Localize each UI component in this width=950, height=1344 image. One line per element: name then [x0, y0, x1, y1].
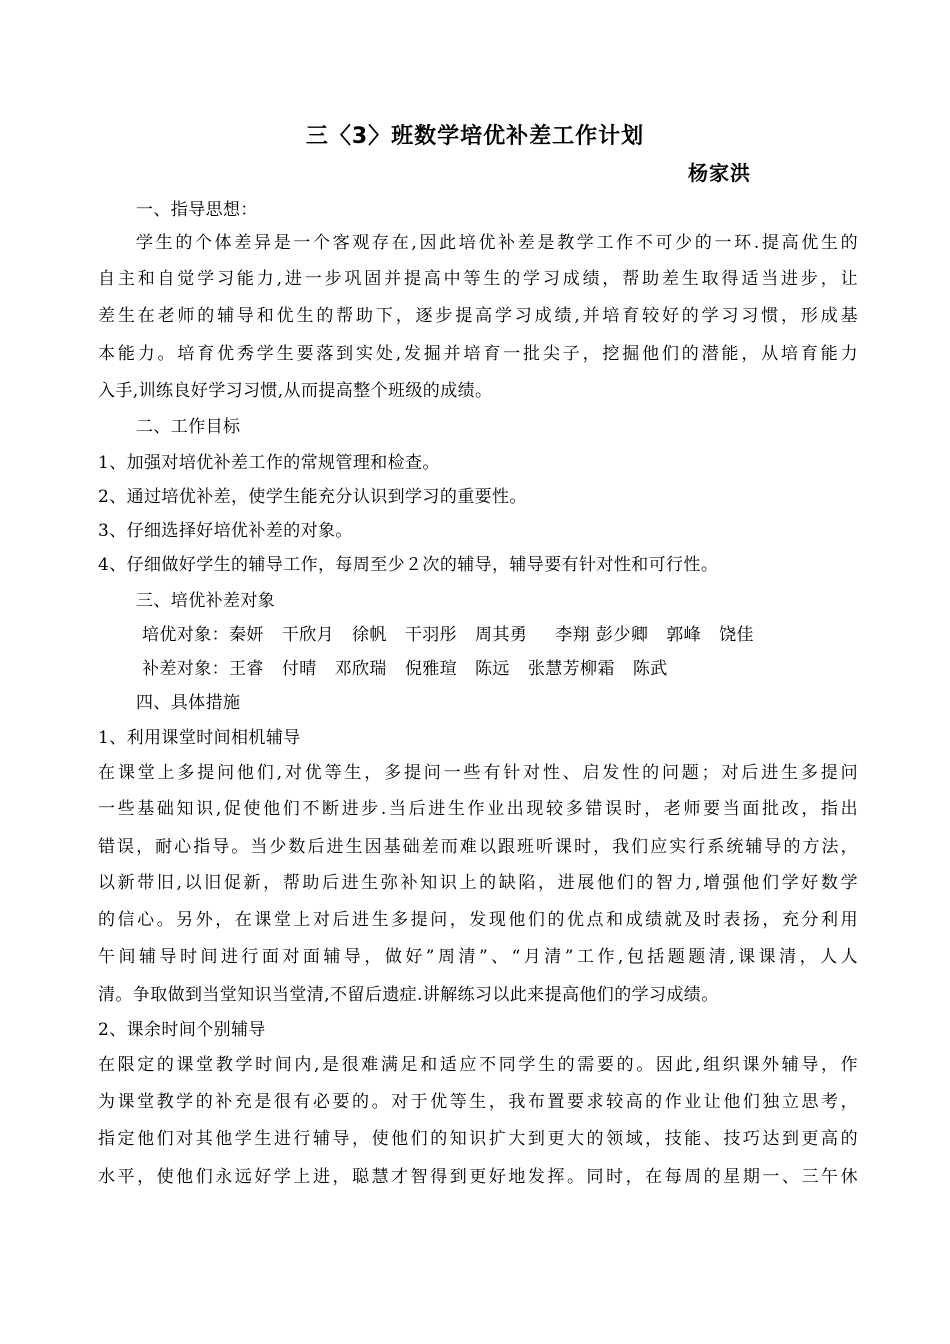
paragraph-line: 午间辅导时间进行面对面辅导，做好”周清”、“月清”工作,包括题题清,课课清，人人: [98, 947, 858, 967]
author-name: 杨家洪: [688, 161, 751, 185]
paragraph-line: 差生在老师的辅导和优生的帮助下，逐步提高学习成绩,并培育较好的学习习惯，形成基: [98, 306, 858, 326]
student-name: 郭峰: [666, 625, 702, 645]
section-heading-guiding-thought: 一、指导思想：: [136, 200, 258, 220]
subsection-heading: 1、利用课堂时间相机辅导: [98, 728, 301, 748]
student-name: 陈武: [632, 659, 668, 679]
paragraph-line: 一些基础知识,促使他们不断进步.当后进生作业出现较多错误时，老师要当面批改，指出: [98, 799, 858, 819]
excellent-label: 培优对象：: [142, 625, 229, 645]
subsection-heading: 2、课余时间个别辅导: [98, 1020, 266, 1040]
excellent-students-row: [142, 622, 858, 648]
student-name: 张慧芳柳霜: [527, 659, 615, 679]
weak-label: 补差对象：: [142, 659, 229, 679]
weak-students-row: [142, 656, 858, 682]
document-title: 三〈3〉班数学培优补差工作计划: [305, 124, 645, 149]
paragraph-line: 错误，耐心指导。当少数后进生因基础差而难以跟班听课时，我们应实行系统辅导的方法，: [98, 837, 858, 857]
student-name: 倪雅瑄: [404, 659, 458, 679]
paragraph-line: 在课堂上多提问他们,对优等生，多提问一些有针对性、启发性的问题；对后进生多提问: [98, 763, 858, 783]
student-name: 彭少卿: [596, 625, 649, 645]
student-name: 王睿: [229, 659, 264, 679]
goal-item: 2、通过培优补差，使学生能充分认识到学习的重要性。: [98, 487, 527, 507]
paragraph-line: 自主和自觉学习能力,进一步巩固并提高中等生的学习成绩，帮助差生取得适当进步，让: [98, 269, 858, 289]
student-name: 陈远: [475, 659, 510, 679]
paragraph-line: 水平，使他们永远好学上进，聪慧才智得到更好地发挥。同时，在每周的星期一、三午休: [98, 1167, 858, 1187]
paragraph-line: 入手,训练良好学习习惯,从而提高整个班级的成绩。: [98, 381, 493, 401]
paragraph-line: 本能力。培育优秀学生要落到实处,发掘并培育一批尖子，挖掘他们的潜能，从培育能力: [98, 344, 858, 364]
paragraph-line: 指定他们对其他学生进行辅导，使他们的知识扩大到更大的领域，技能、技巧达到更高的: [98, 1129, 858, 1149]
goal-item: 1、加强对培优补差工作的常规管理和检查。: [98, 453, 440, 473]
paragraph-line: 学生的个体差异是一个客观存在,因此培优补差是教学工作不可少的一环.提高优生的: [136, 233, 858, 253]
student-name: 邓欣瑞: [334, 659, 387, 679]
goal-item: 3、仔细选择好培优补差的对象。: [98, 521, 353, 541]
paragraph-line: 在限定的课堂教学时间内,是很难满足和适应不同学生的需要的。因此,组织课外辅导，作: [98, 1055, 858, 1075]
goal-item: 4、仔细做好学生的辅导工作，每周至少２次的辅导，辅导要有针对性和可行性。: [98, 555, 719, 575]
student-name: 饶佳: [719, 625, 754, 645]
paragraph-line: 清。争取做到当堂知识当堂清,不留后遗症.讲解练习以此来提高他们的学习成绩。: [98, 985, 719, 1005]
student-name: 周其勇: [475, 625, 528, 645]
paragraph-line: 为课堂教学的补充是很有必要的。对于优等生，我布置要求较高的作业让他们独立思考，: [98, 1092, 858, 1112]
student-name: 干羽彤: [404, 625, 458, 645]
student-name: 秦妍: [229, 625, 264, 645]
paragraph-line: 的信心。另外，在课堂上对后进生多提问，发现他们的优点和成绩就及时表扬，充分利用: [98, 910, 858, 930]
student-name: 李翔: [555, 625, 591, 645]
student-name: 干欣月: [281, 625, 335, 645]
student-name: 徐帆: [352, 625, 387, 645]
section-heading-target-students: 三、培优补差对象: [136, 591, 276, 611]
section-heading-work-goals: 二、工作目标: [136, 417, 241, 437]
section-heading-measures: 四、具体措施: [136, 693, 241, 713]
student-name: 付晴: [281, 659, 317, 679]
paragraph-line: 以新带旧,以旧促新，帮助后进生弥补知识上的缺陷，进展他们的智力,增强他们学好数学: [98, 873, 858, 893]
